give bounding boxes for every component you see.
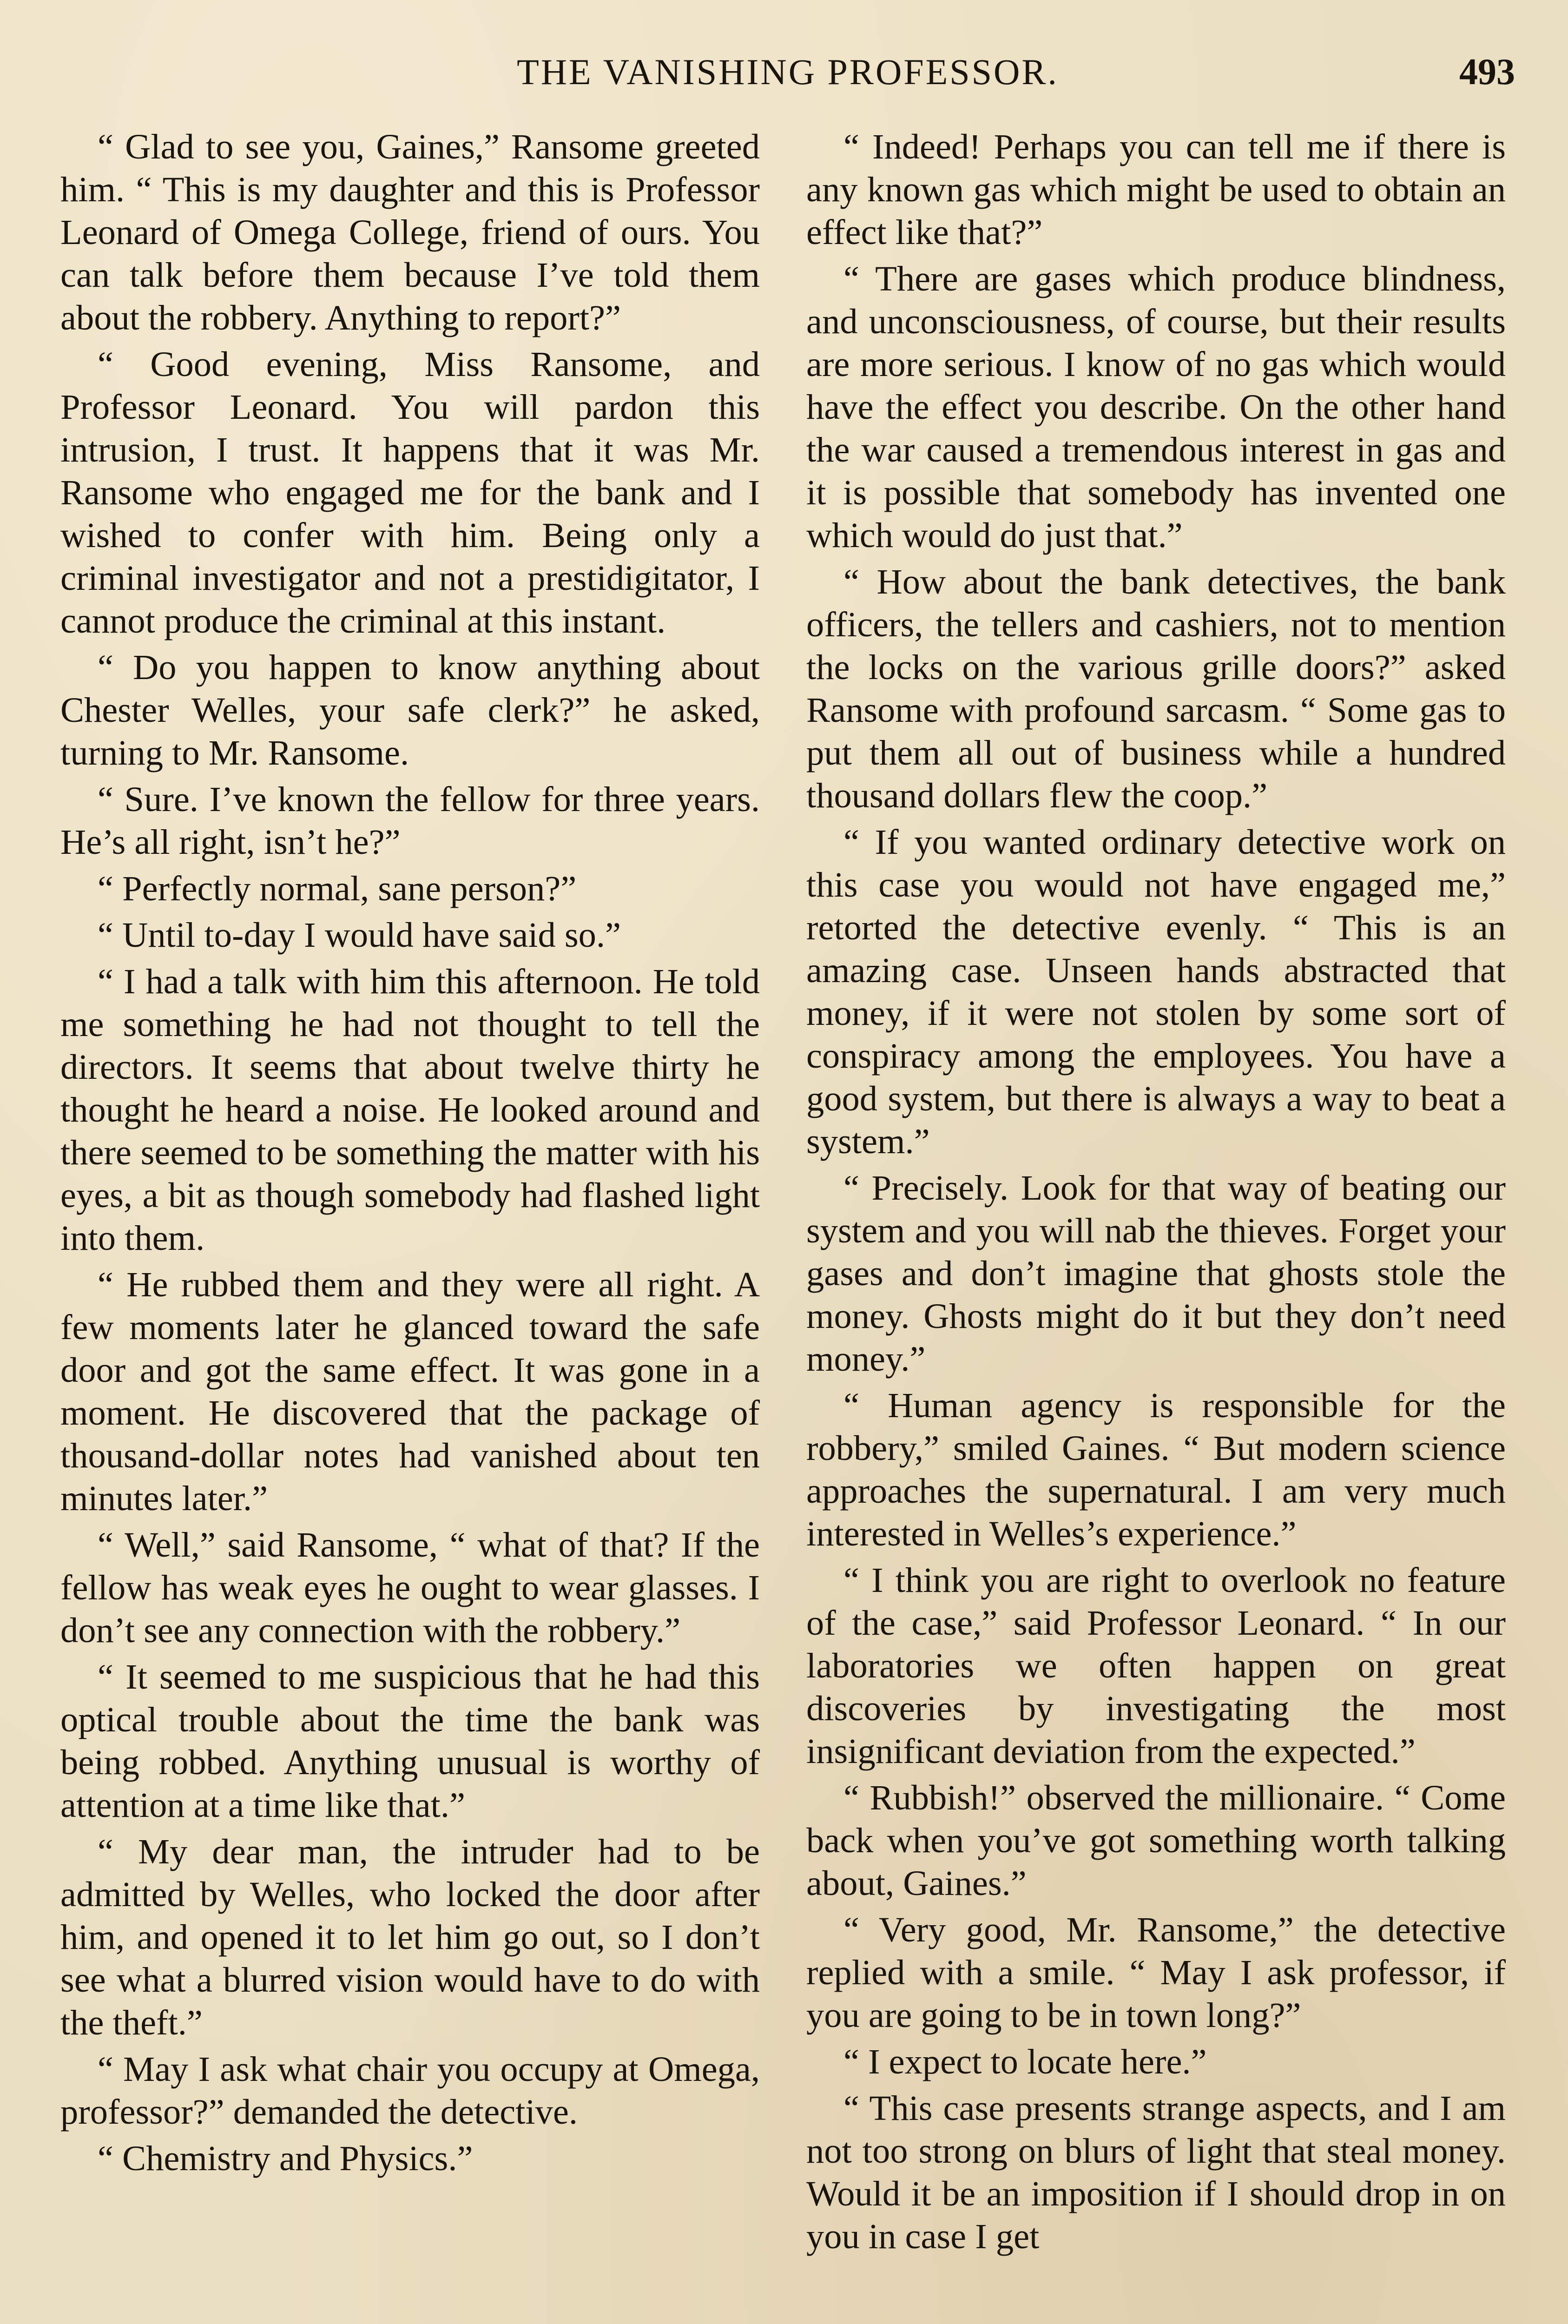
running-title: THE VANISHING PROFESSOR. (517, 52, 1059, 92)
paragraph: “ Very good, Mr. Ransome,” the detective replied with a smile. “ May I ask professor, if you are going to be in town long?” (806, 1910, 1506, 2035)
paragraph: “ Do you happen to know anything about Chester Welles, your safe clerk?” he asked, turning to Mr. Ransome. (60, 647, 760, 772)
page-number: 493 (1459, 52, 1515, 92)
paragraph: “ Chemistry and Physics.” (98, 2139, 473, 2178)
paragraph: “ May I ask what chair you occupy at Omega, professor?” demanded the detective. (60, 2049, 760, 2132)
paragraph: “ How about the bank detectives, the bank officers, the tellers and cashiers, not to mention the locks on the various grille doors?” asked Ransome with profound sarcasm. “ Some gas to put them all out of business while a hundred thousand dollars flew the coop.” (806, 562, 1506, 815)
paragraph: “ Good evening, Miss Ransome, and Professor Leonard. You will pardon this intrusion, I trust. It happens that it was Mr. Ransome who engaged me for the bank and I wished to confer with him. Being only a criminal investigator and not a prestidigitator, I cannot produce the criminal at this instant. (60, 344, 760, 640)
paragraph: “ Indeed! Perhaps you can tell me if there is any known gas which might be used to obtain an effect like that?” (806, 127, 1506, 252)
paragraph: “ Glad to see you, Gaines,” Ransome greeted him. “ This is my daughter and this is Professor Leonard of Omega College, friend of ours. You can talk before them because I’ve told them about the robbery. Anything to report?” (60, 127, 760, 337)
paragraph: “ This case presents strange aspects, and I am not too strong on blurs of light that steal money. Would it be an imposition if I should drop in on you in case I get (806, 2088, 1506, 2256)
paragraph: “ It seemed to me suspicious that he had this optical trouble about the time the bank was being robbed. Anything unusual is worthy of attention at a time like that.” (60, 1657, 760, 1825)
paragraph: “ My dear man, the intruder had to be admitted by Welles, who locked the door after him, and opened it to let him go out, so I don’t see what a blurred vision would have to do with the theft.” (60, 1832, 760, 2042)
left-column (60, 125, 760, 2184)
paragraph: “ There are gases which produce blindness, and unconsciousness, of course, but their results are more serious. I know of no gas which would have the effect you describe. On the other hand the war caused a tremendous interest in gas and it is possible that somebody has invented one which would do just that.” (806, 259, 1506, 555)
paragraph: “ I think you are right to overlook no feature of the case,” said Professor Leonard. “ In our laboratories we often happen on great discoveries by investigating the most insignificant deviation from the expected.” (806, 1560, 1506, 1771)
page-header (60, 46, 1515, 98)
paragraph: “ I had a talk with him this afternoon. He told me something he had not thought to tell the directors. It seems that about twelve thirty he thought he heard a noise. He looked around and there seemed to be something the matter with his eyes, a bit as though somebody had flashed light into them. (60, 962, 760, 1258)
right-column (806, 125, 1506, 2262)
paragraph: “ I expect to locate here.” (843, 2042, 1207, 2081)
paragraph: “ Sure. I’ve known the fellow for three years. He’s all right, isn’t he?” (60, 779, 760, 862)
paragraph: “ Perfectly normal, sane person?” (98, 869, 577, 908)
paragraph: “ Well,” said Ransome, “ what of that? If the fellow has weak eyes he ought to wear glasses. I don’t see any connection with the robbery.” (60, 1525, 760, 1650)
paragraph: “ Precisely. Look for that way of beating our system and you will nab the thieves. Forget your gases and don’t imagine that ghosts stole the money. Ghosts might do it but they don’t need money.” (806, 1168, 1506, 1379)
paragraph: “ If you wanted ordinary detective work on this case you would not have engaged me,” retorted the detective evenly. “ This is an amazing case. Unseen hands abstracted that money, if it were not stolen by some sort of conspiracy among the employees. You have a good system, but there is always a way to beat a system.” (806, 822, 1506, 1161)
paragraph: “ He rubbed them and they were all right. A few moments later he glanced toward the safe door and got the same effect. It was gone in a moment. He discovered that the package of thousand-dollar notes had vanished about ten minutes later.” (60, 1265, 760, 1518)
paragraph: “ Until to-day I would have said so.” (98, 915, 621, 955)
paragraph: “ Rubbish!” observed the millionaire. “ Come back when you’ve got something worth talking about, Gaines.” (806, 1778, 1506, 1903)
paragraph: “ Human agency is responsible for the robbery,” smiled Gaines. “ But modern science approaches the supernatural. I am very much interested in Welles’s experience.” (806, 1386, 1506, 1553)
